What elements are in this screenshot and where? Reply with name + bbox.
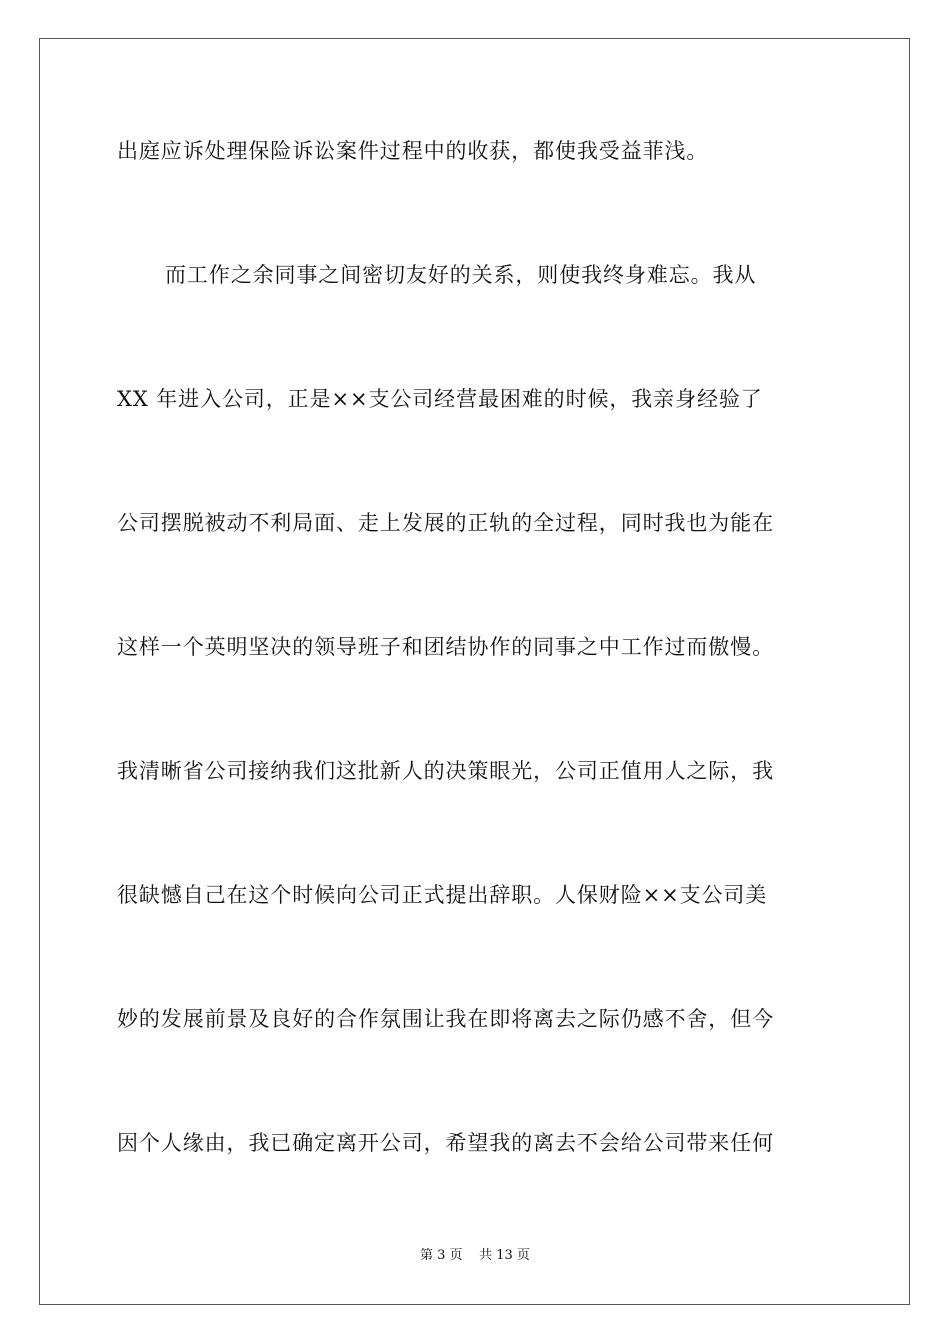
paragraph-line: 而工作之余同事之间密切友好的关系，则使我终身难忘。我从 xyxy=(165,263,757,287)
paragraph-line: 很缺憾自己在这个时候向公司正式提出辞职。人保财险××支公司美 xyxy=(117,883,768,907)
paragraph-line: 妙的发展前景及良好的合作氛围让我在即将离去之际仍感不舍，但今 xyxy=(117,1007,774,1031)
paragraph-line: 这样一个英明坚决的领导班子和团结协作的同事之中工作过而傲慢。 xyxy=(117,635,774,659)
paragraph-line: XX 年进入公司，正是××支公司经营最困难的时候，我亲身经验了 xyxy=(117,387,763,411)
page-border xyxy=(39,38,910,1305)
paragraph-line: 因个人缘由，我已确定离开公司，希望我的离去不会给公司带来任何 xyxy=(117,1131,774,1155)
paragraph-line: 出庭应诉处理保险诉讼案件过程中的收获，都使我受益菲浅。 xyxy=(117,139,709,163)
paragraph-line: 公司摆脱被动不利局面、走上发展的正轨的全过程，同时我也为能在 xyxy=(117,511,774,535)
page-number: 第 3 页 xyxy=(420,1248,463,1263)
paragraph-line: 我清晰省公司接纳我们这批新人的决策眼光，公司正值用人之际，我 xyxy=(117,759,774,783)
page-footer xyxy=(0,1247,950,1265)
total-pages: 共 13 页 xyxy=(479,1248,530,1263)
